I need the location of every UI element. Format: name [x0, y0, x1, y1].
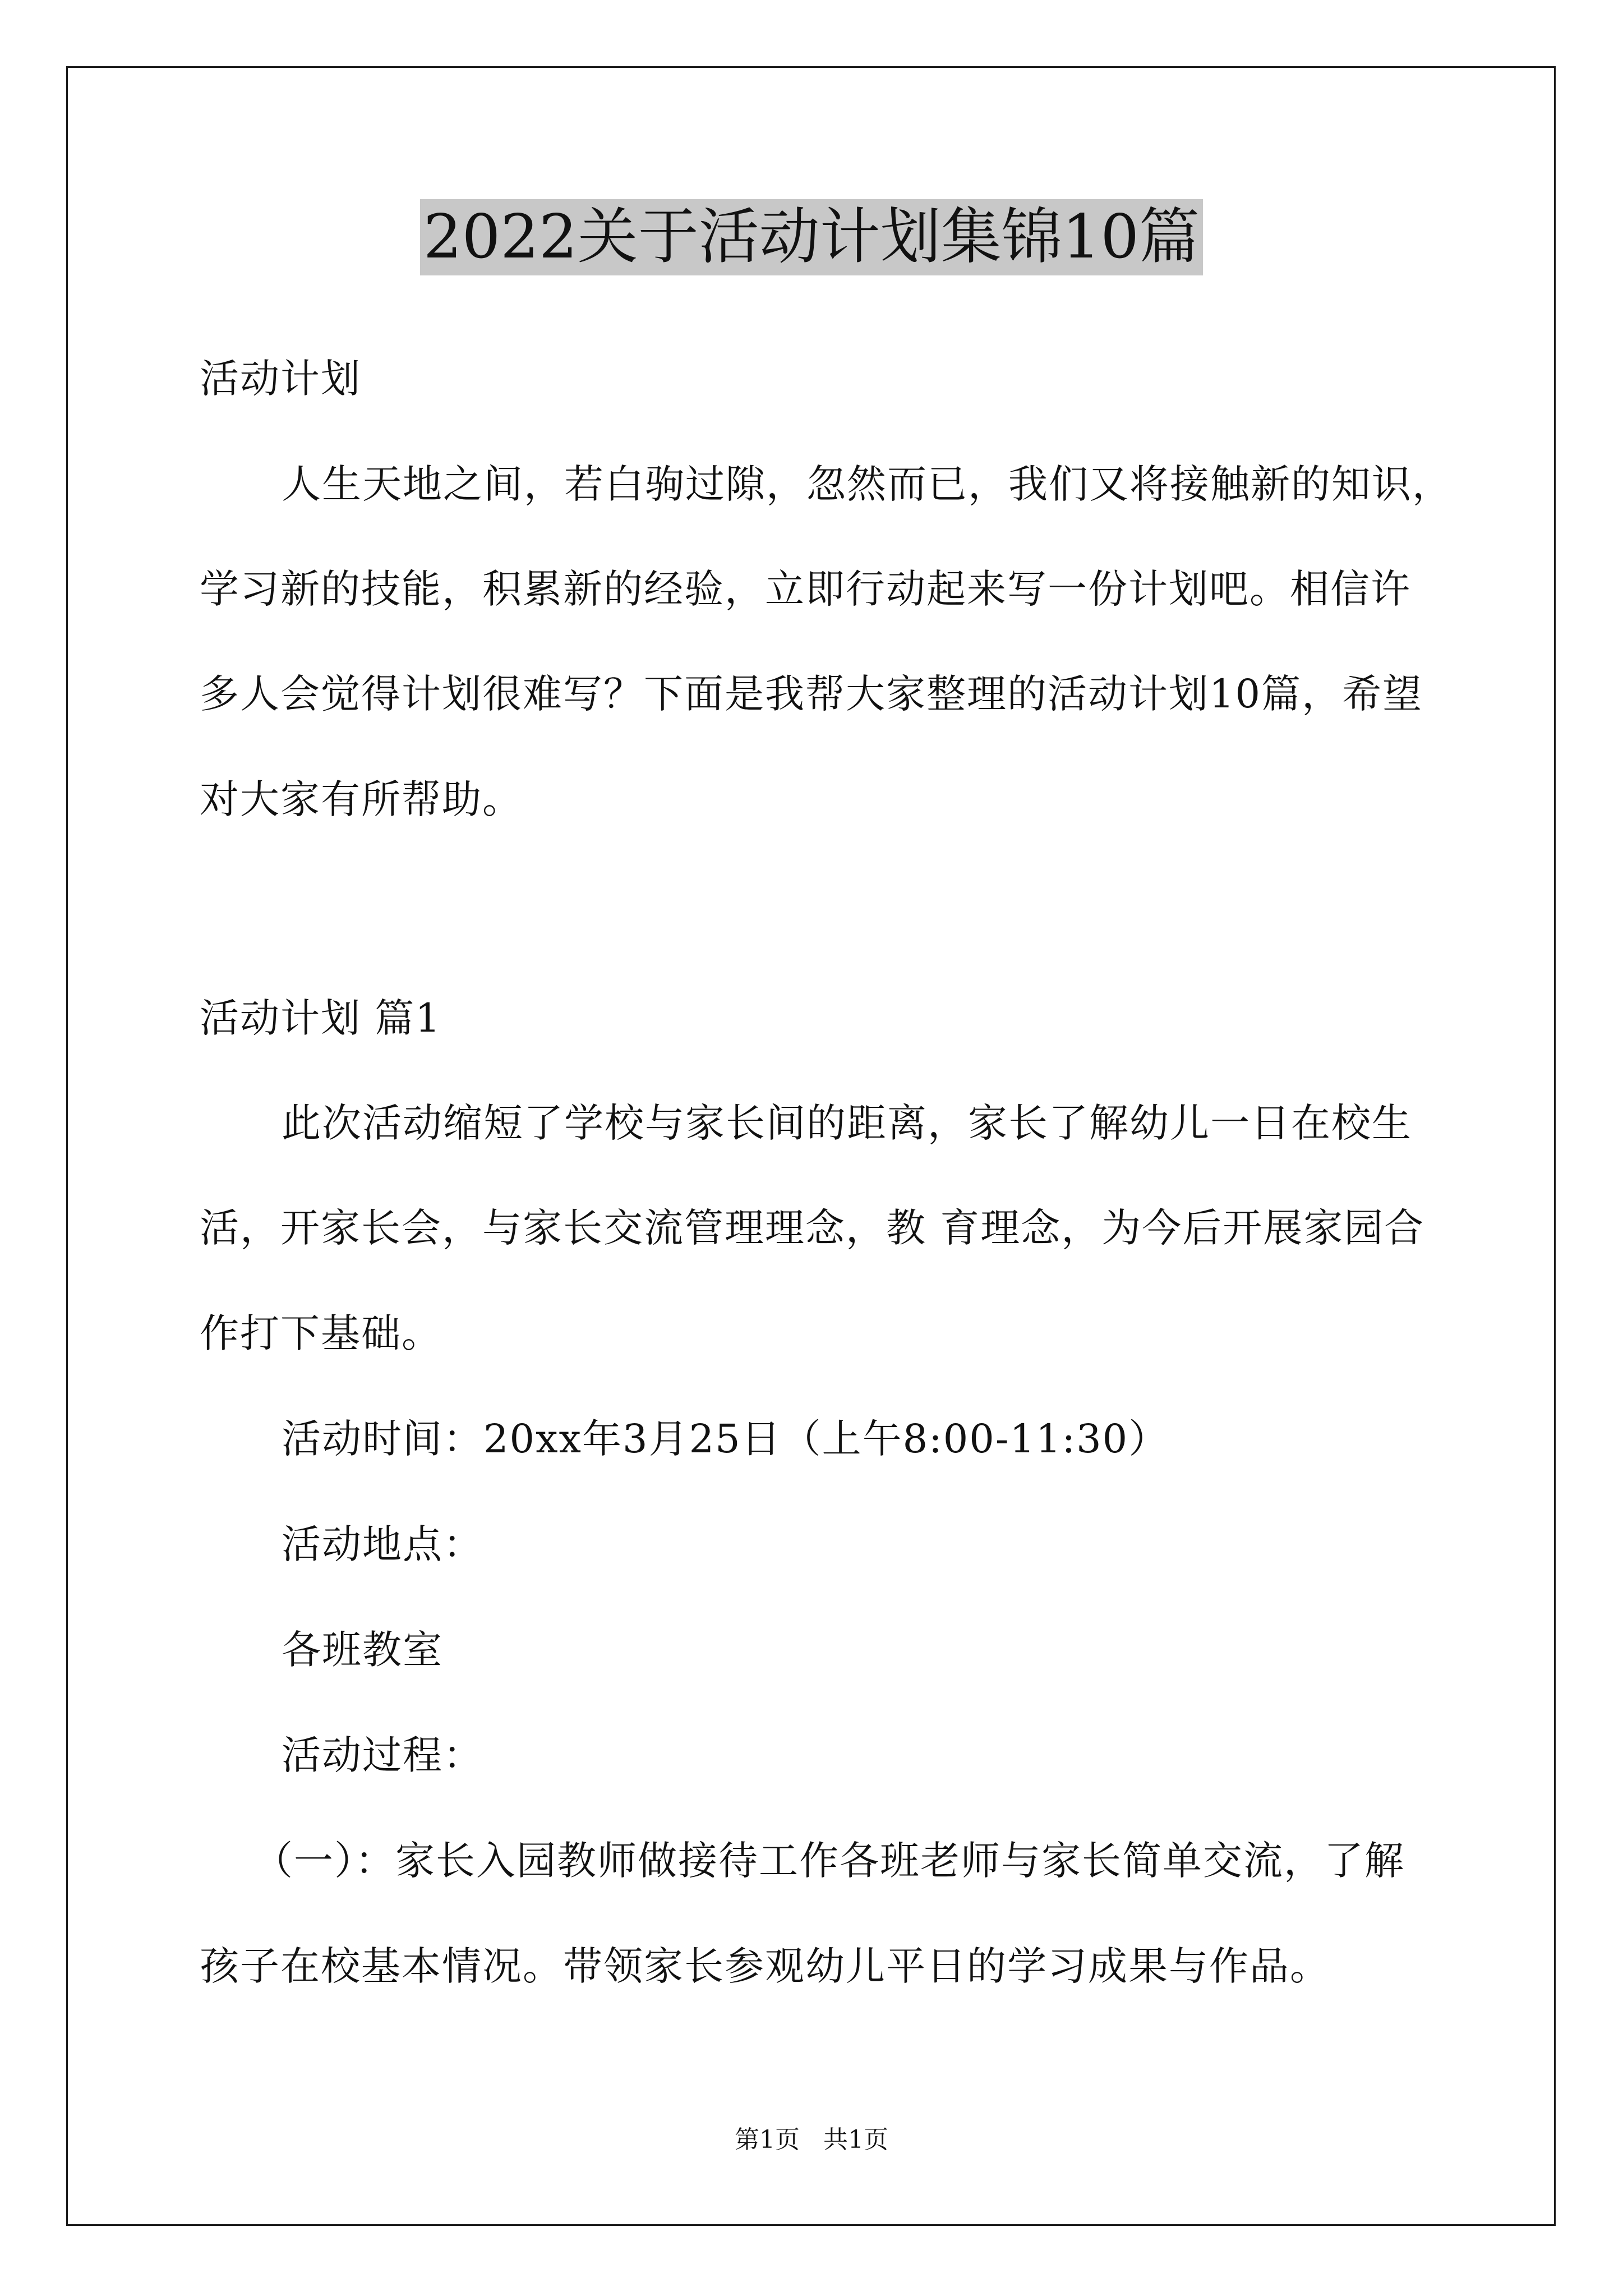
- section-1-line-1: 此次活动缩短了学校与家长间的距离，家长了解幼儿一日在校生: [282, 1100, 1412, 1146]
- section-1-line-3: 作打下基础。: [200, 1310, 442, 1356]
- intro-line-2: 学习新的技能，积累新的经验，立即行动起来写一份计划吧。相信许: [200, 566, 1411, 612]
- intro-line-1: 人生天地之间，若白驹过隙，忽然而已，我们又将接触新的知识，: [282, 461, 1453, 507]
- section-1-heading: 活动计划 篇1: [200, 995, 441, 1041]
- page-footer: 第1页 共1页: [735, 2125, 888, 2154]
- title-container: [0, 199, 1623, 275]
- section-1-line-2: 活，开家长会，与家长交流管理理念，教 育理念，为今后开展家园合: [200, 1205, 1425, 1251]
- activity-process-label: 活动过程：: [282, 1732, 483, 1778]
- activity-place-label: 活动地点：: [282, 1521, 483, 1567]
- document-title: 2022关于活动计划集锦10篇: [420, 199, 1203, 275]
- intro-heading: 活动计划: [200, 356, 361, 402]
- intro-line-4: 对大家有所帮助。: [200, 776, 523, 822]
- intro-line-3: 多人会觉得计划很难写？下面是我帮大家整理的活动计划10篇，希望: [200, 671, 1423, 717]
- step-1-line-2: 孩子在校基本情况。带领家长参观幼儿平日的学习成果与作品。: [200, 1943, 1330, 1989]
- step-1-line-1: （一）：家长入园教师做接待工作各班老师与家长简单交流，了解: [253, 1838, 1405, 1884]
- activity-time: 活动时间：20xx年3月25日（上午8:00-11:30）: [282, 1416, 1169, 1462]
- activity-place-value: 各班教室: [282, 1627, 443, 1673]
